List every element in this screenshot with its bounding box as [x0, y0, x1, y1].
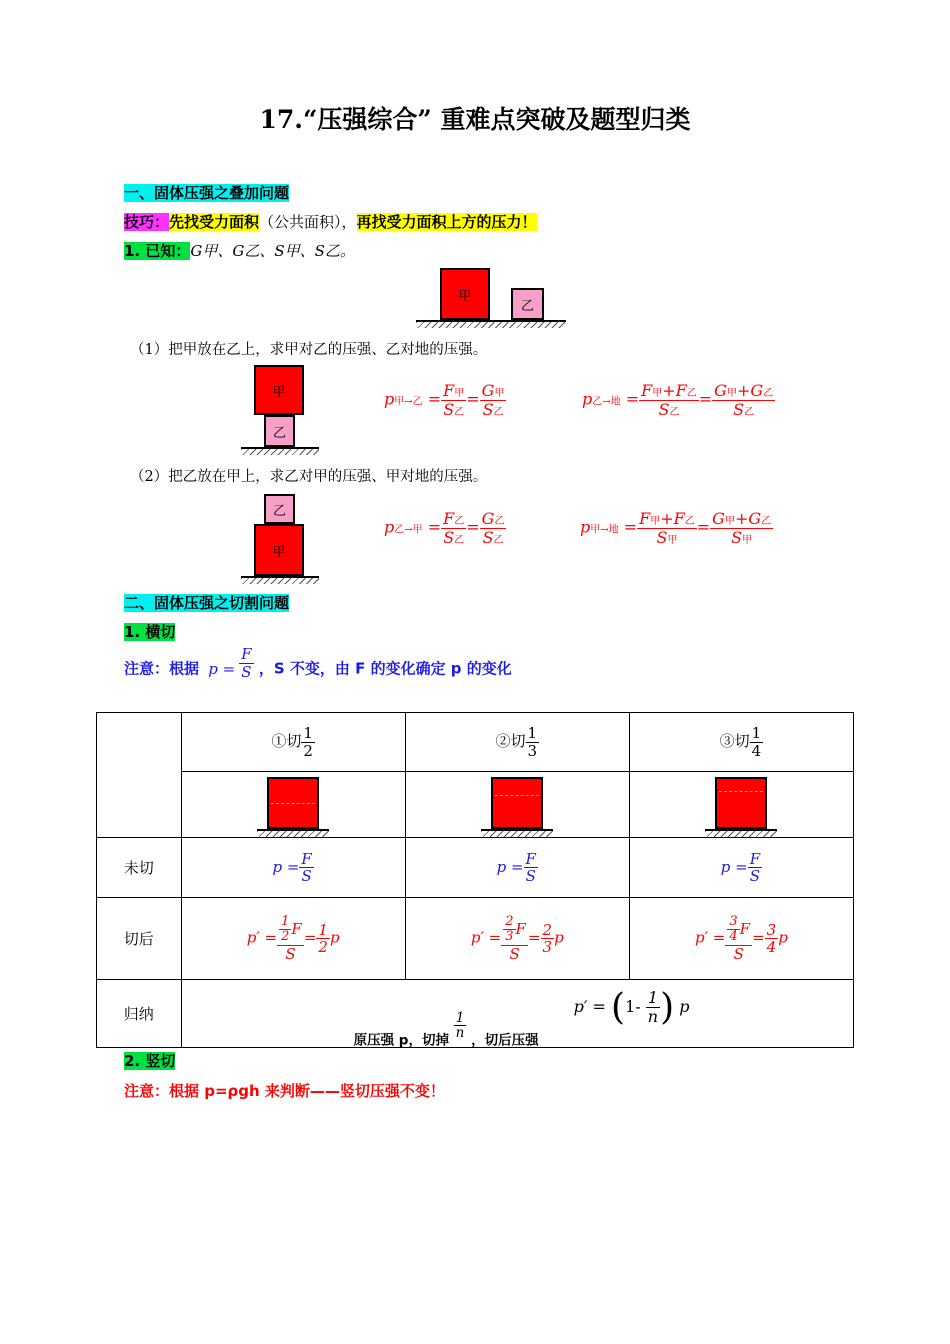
cut-block-1: [267, 777, 319, 829]
sub-vertical-text: 2. 竖切: [124, 1052, 176, 1070]
col-header-3: ③切 $\frac{1}{4}$: [629, 713, 853, 772]
block-jia: 甲: [440, 268, 490, 320]
row-label-after: 切后: [97, 898, 182, 980]
block-yi-top: 乙: [264, 494, 295, 524]
note-2: 注意：根据 p=ρgh 来判断——竖切压强不变！: [124, 1082, 445, 1100]
sub-horizontal-text: 1. 横切: [124, 623, 176, 641]
ground: [416, 320, 566, 328]
col-label-2: ②切: [495, 732, 526, 750]
col-denom-1: 2: [303, 741, 313, 760]
summary-prefix: 原压强 p，切掉: [353, 1031, 449, 1048]
page-title: 17.“压强综合” 重难点突破及题型归类: [259, 105, 691, 134]
col-header-1: ①切 $\frac{1}{2}$: [181, 713, 405, 772]
tip-part3: 再找受力面积上方的压力！: [356, 213, 537, 231]
summary-suffix: ，切后压强: [471, 1031, 539, 1048]
known-label: 1. 已知：: [124, 242, 191, 260]
formula-p-F-S: p =: [208, 659, 236, 678]
after-formula-1: p′ = $\frac{1}{2}$ F S = $\frac{1}{2}$ p: [181, 898, 405, 980]
tip-part1: 先找受力面积: [169, 213, 260, 231]
uncut-formula-3: p = $\frac{F}{S}$: [629, 838, 853, 898]
question-1: （1）把甲放在乙上，求甲对乙的压强、乙对地的压强。: [130, 342, 488, 358]
summary-text: 原压强 p，切掉 $\frac{1}{n}$ ，切后压强: [353, 1009, 539, 1048]
uncut-formula-2: p = $\frac{F}{S}$: [405, 838, 629, 898]
block-yi-bottom: 乙: [264, 415, 295, 447]
tip-part2: （公共面积），: [259, 213, 357, 231]
ground: [241, 447, 319, 455]
block-jia-top: 甲: [254, 365, 304, 415]
formula-p-yi-ground: p乙→地 = $\frac{\text{F甲+F乙}}{\text{S乙}}$ = $\frac{\text{G甲+G乙}}{\text{S乙}}$: [582, 381, 774, 419]
question-2: （2）把乙放在甲上，求乙对甲的压强、甲对地的压强。: [130, 469, 488, 485]
after-formula-3: p′ = $\frac{3}{4}$ F S = $\frac{3}{4}$ p: [629, 898, 853, 980]
col-denom-2: 3: [527, 741, 538, 760]
row-label-uncut: 未切: [97, 838, 182, 898]
col-label-3: ③切: [719, 732, 750, 750]
sub-horizontal: [124, 621, 175, 642]
formula-p-jia-yi: p甲→乙 = $\frac{\text{F甲}}{\text{S乙}}$ = $\frac{\text{G甲}}{\text{S乙}}$: [384, 381, 505, 419]
ground: [257, 829, 329, 837]
block-yi: 乙: [511, 288, 544, 320]
col-label-1: ①切: [271, 732, 302, 750]
ground: [705, 829, 777, 837]
col-header-2: ②切 $\frac{1}{3}$: [405, 713, 629, 772]
ground: [241, 576, 319, 584]
cut-figure-2: [405, 772, 629, 838]
formula-p-yi-jia: p乙→甲 = $\frac{\text{F乙}}{\text{S乙}}$ = $\frac{\text{G乙}}{\text{S乙}}$: [384, 509, 505, 547]
cut-figure-3: [629, 772, 853, 838]
sub-vertical: [124, 1050, 175, 1071]
block-jia-bottom: 甲: [254, 524, 304, 576]
summary-formula: p′ = (1- $\frac{1}{n}$ ) p: [573, 986, 690, 1028]
note1-prefix: 注意：根据: [124, 659, 200, 678]
after-formula-2: p′ = $\frac{2}{3}$ F S = $\frac{2}{3}$ p: [405, 898, 629, 980]
col-denom-3: 4: [751, 741, 762, 760]
section1-heading: [124, 182, 289, 203]
cut-block-3: [715, 777, 767, 829]
cut-figure-1: [181, 772, 405, 838]
tip-label: 技巧：: [124, 213, 170, 231]
ground: [481, 829, 553, 837]
cut-block-2: [491, 777, 543, 829]
summary-cell: [181, 980, 853, 1048]
note-1: 注意：根据 p = $\frac{F}{S}$ ，S 不变，由 F 的变化确定 p 的变化: [124, 645, 512, 681]
formula-p-jia-ground: p甲→地 = $\frac{\text{F甲+F乙}}{\text{S甲}}$ = $\frac{\text{G甲+G乙}}{\text{S甲}}$: [580, 509, 772, 547]
row-label-summary: 归纳: [97, 980, 182, 1048]
cut-table: [96, 712, 854, 1048]
known-values: G甲、G乙、S甲、S乙。: [190, 242, 355, 260]
section1-heading-text: 一、固体压强之叠加问题: [124, 184, 290, 202]
tip-line: [124, 211, 537, 232]
section2-heading-text: 二、固体压强之切割问题: [124, 594, 290, 612]
note1-suffix: ，S 不变，由 F 的变化确定 p 的变化: [258, 659, 512, 678]
section2-heading: [124, 592, 289, 613]
uncut-formula-1: p = $\frac{F}{S}$: [181, 838, 405, 898]
corner-cell: [97, 713, 182, 838]
known-line: [124, 240, 355, 261]
